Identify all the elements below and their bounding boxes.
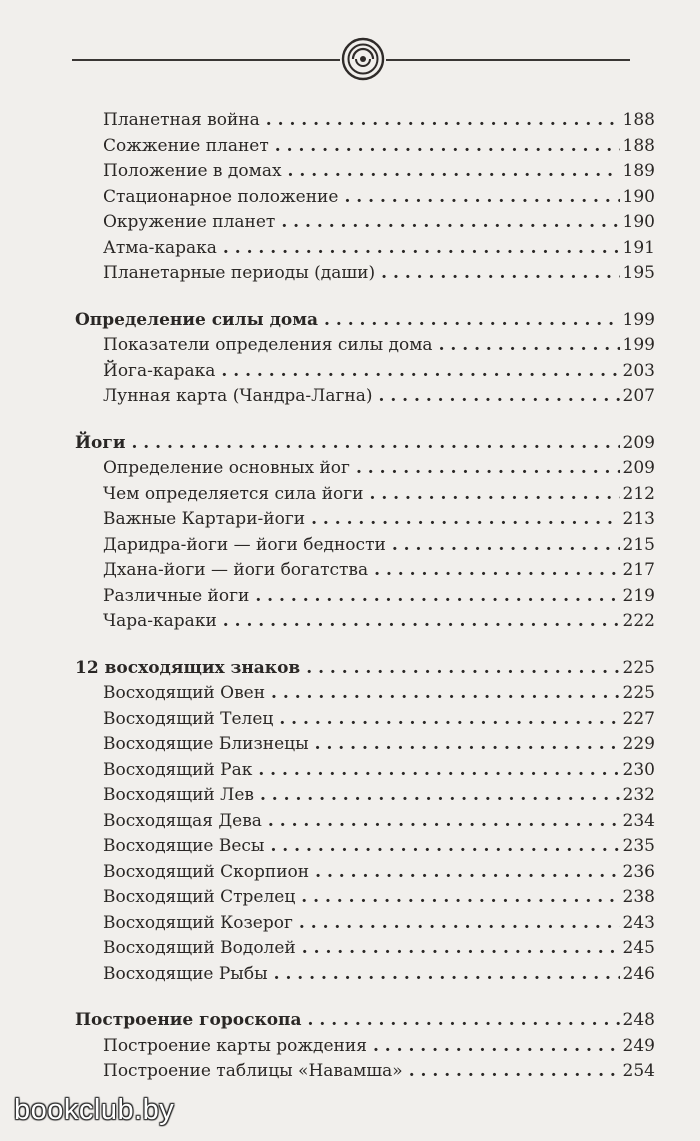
- dot-leader: [409, 1059, 620, 1085]
- entry-title: Окружение планет: [103, 212, 276, 232]
- entry-title: Стационарное положение: [103, 186, 339, 207]
- dot-leader: [260, 783, 620, 809]
- dot-leader: [274, 962, 620, 988]
- entry-title: Восходящий Овен: [103, 683, 266, 703]
- entry-title: Восходящий Телец: [103, 708, 274, 729]
- toc-subentry: [75, 236, 655, 262]
- toc-subentry: [75, 159, 655, 185]
- entry-page-number: 190: [622, 212, 655, 232]
- toc-chapter-entry: [75, 656, 655, 682]
- entry-page-number: 227: [622, 708, 655, 729]
- dot-leader: [379, 384, 620, 410]
- toc-subentry: [75, 359, 655, 385]
- watermark: bookclub.by: [14, 1094, 175, 1126]
- dot-leader: [373, 1034, 620, 1060]
- entry-title: Дхана-йоги — йоги богатства: [103, 560, 369, 580]
- entry-title: Построение карты рождения: [103, 1035, 367, 1056]
- dot-leader: [315, 732, 620, 758]
- dot-leader: [288, 159, 620, 185]
- toc-section: [75, 308, 655, 410]
- entry-page-number: 245: [622, 938, 655, 958]
- entry-title: Определение силы дома: [75, 309, 319, 330]
- entry-title: Определение основных йог: [103, 458, 350, 478]
- toc-subentry: [75, 384, 655, 410]
- toc-subentry: [75, 134, 655, 160]
- dot-leader: [392, 533, 620, 559]
- dot-leader: [275, 134, 620, 160]
- toc-subentry: [75, 681, 655, 707]
- entry-page-number: 238: [622, 887, 655, 907]
- entry-page-number: 229: [622, 734, 655, 754]
- toc-subentry: [75, 732, 655, 758]
- entry-page-number: 199: [622, 309, 655, 330]
- entry-page-number: 190: [622, 186, 655, 207]
- dot-leader: [255, 584, 619, 610]
- toc-chapter-entry: [75, 1008, 655, 1034]
- table-of-contents: [75, 108, 655, 1106]
- entry-page-number: 199: [622, 335, 655, 355]
- entry-page-number: 215: [622, 534, 655, 555]
- entry-title: Восходящие Близнецы: [103, 734, 309, 754]
- header-rule-left: [72, 59, 340, 61]
- toc-section: [75, 108, 655, 287]
- entry-title: Лунная карта (Чандра-Лагна): [103, 386, 373, 406]
- toc-subentry: [75, 108, 655, 134]
- entry-title: Построение гороскопа: [75, 1010, 302, 1030]
- entry-page-number: 248: [622, 1010, 655, 1030]
- entry-page-number: 213: [622, 509, 655, 529]
- entry-title: Восходящий Козерог: [103, 912, 293, 933]
- dot-leader: [258, 758, 619, 784]
- toc-chapter-entry: [75, 308, 655, 334]
- entry-page-number: 217: [622, 560, 655, 580]
- entry-title: Восходящая Дева: [103, 810, 262, 831]
- toc-subentry: [75, 558, 655, 584]
- entry-title: Восходящий Стрелец: [103, 887, 296, 907]
- entry-title: Восходящий Рак: [103, 759, 253, 780]
- toc-subentry: [75, 507, 655, 533]
- entry-title: Восходящий Водолей: [103, 938, 296, 958]
- entry-page-number: 234: [622, 810, 655, 831]
- entry-page-number: 230: [622, 759, 655, 780]
- entry-page-number: 203: [622, 360, 655, 381]
- toc-chapter-entry: [75, 431, 655, 457]
- dot-leader: [268, 809, 620, 835]
- entry-title: Восходящие Весы: [103, 836, 265, 856]
- dot-leader: [370, 482, 620, 508]
- dot-leader: [301, 885, 619, 911]
- dot-leader: [221, 359, 619, 385]
- toc-subentry: [75, 1059, 655, 1085]
- entry-title: Различные йоги: [103, 585, 250, 606]
- toc-subentry: [75, 885, 655, 911]
- entry-title: Атма-карака: [103, 237, 217, 258]
- dot-leader: [271, 681, 620, 707]
- entry-page-number: 249: [622, 1035, 655, 1056]
- dot-leader: [381, 261, 619, 287]
- entry-page-number: 212: [622, 483, 655, 504]
- dot-leader: [306, 656, 619, 682]
- toc-subentry: [75, 834, 655, 860]
- entry-page-number: 232: [622, 785, 655, 805]
- header-rule-right: [386, 59, 630, 61]
- entry-page-number: 235: [622, 836, 655, 856]
- entry-title: Построение таблицы «Навамша»: [103, 1061, 403, 1081]
- toc-subentry: [75, 962, 655, 988]
- entry-title: Восходящий Лев: [103, 785, 254, 805]
- toc-subentry: [75, 783, 655, 809]
- toc-subentry: [75, 261, 655, 287]
- entry-title: Чара-караки: [103, 611, 217, 631]
- toc-subentry: [75, 911, 655, 937]
- entry-page-number: 236: [622, 861, 655, 882]
- toc-subentry: [75, 809, 655, 835]
- dot-leader: [356, 456, 620, 482]
- dot-leader: [281, 210, 619, 236]
- dot-leader: [223, 236, 620, 262]
- entry-page-number: 189: [622, 161, 655, 181]
- dot-leader: [344, 185, 619, 211]
- entry-page-number: 191: [622, 237, 655, 258]
- entry-page-number: 243: [622, 912, 655, 933]
- dot-leader: [308, 1008, 620, 1034]
- toc-subentry: [75, 533, 655, 559]
- toc-subentry: [75, 584, 655, 610]
- dot-leader: [131, 431, 619, 457]
- entry-title: Даридра-йоги — йоги бедности: [103, 534, 386, 555]
- toc-subentry: [75, 482, 655, 508]
- dot-leader: [324, 308, 620, 334]
- entry-page-number: 219: [622, 585, 655, 606]
- dot-leader: [311, 507, 619, 533]
- toc-subentry: [75, 707, 655, 733]
- toc-subentry: [75, 758, 655, 784]
- entry-title: Йоги: [75, 432, 126, 453]
- dot-leader: [302, 936, 620, 962]
- entry-page-number: 209: [622, 432, 655, 453]
- entry-page-number: 225: [622, 657, 655, 678]
- toc-section: [75, 431, 655, 635]
- entry-page-number: 225: [622, 683, 655, 703]
- entry-title: 12 восходящих знаков: [75, 657, 301, 678]
- toc-subentry: [75, 860, 655, 886]
- entry-page-number: 207: [622, 386, 655, 406]
- entry-page-number: 188: [622, 135, 655, 156]
- entry-page-number: 209: [622, 458, 655, 478]
- toc-subentry: [75, 936, 655, 962]
- entry-page-number: 195: [622, 263, 655, 283]
- dot-leader: [374, 558, 619, 584]
- toc-section: [75, 1008, 655, 1085]
- entry-page-number: 222: [622, 611, 655, 631]
- entry-title: Показатели определения силы дома: [103, 335, 433, 355]
- dot-leader: [299, 911, 620, 937]
- page-header: [0, 0, 700, 110]
- dot-leader: [266, 108, 620, 134]
- entry-title: Восходящий Скорпион: [103, 861, 310, 882]
- entry-page-number: 246: [622, 963, 655, 984]
- entry-title: Восходящие Рыбы: [103, 963, 268, 984]
- entry-page-number: 254: [622, 1061, 655, 1081]
- toc-subentry: [75, 185, 655, 211]
- entry-title: Чем определяется сила йоги: [103, 483, 364, 504]
- dot-leader: [439, 333, 620, 359]
- entry-page-number: 188: [622, 110, 655, 130]
- entry-title: Важные Картари-йоги: [103, 509, 306, 529]
- entry-title: Положение в домах: [103, 161, 282, 181]
- entry-title: Планетарные периоды (даши): [103, 263, 376, 283]
- entry-title: Сожжение планет: [103, 135, 269, 156]
- toc-subentry: [75, 210, 655, 236]
- toc-subentry: [75, 456, 655, 482]
- entry-title: Планетная война: [103, 110, 260, 130]
- dot-leader: [270, 834, 619, 860]
- toc-subentry: [75, 333, 655, 359]
- toc-subentry: [75, 1034, 655, 1060]
- entry-title: Йога-карака: [103, 360, 216, 381]
- toc-subentry: [75, 609, 655, 635]
- dot-leader: [315, 860, 619, 886]
- dot-leader: [279, 707, 619, 733]
- toc-section: [75, 656, 655, 988]
- circle-ornament-icon: [340, 36, 386, 82]
- dot-leader: [223, 609, 620, 635]
